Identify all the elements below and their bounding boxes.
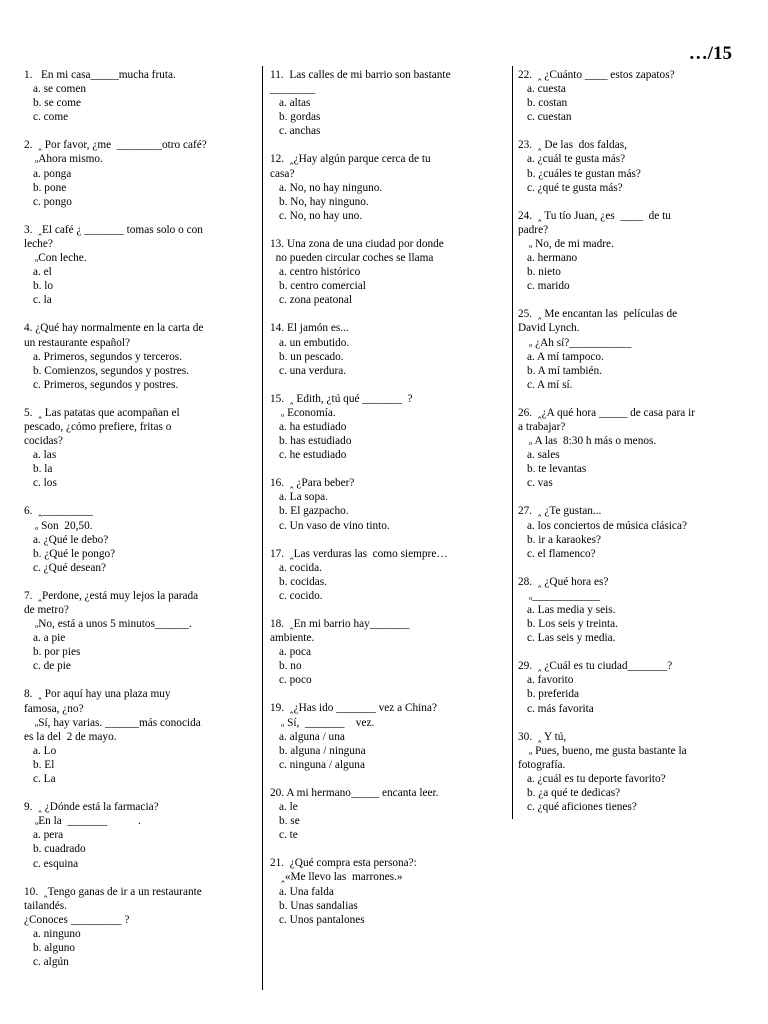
answer-option: c. te (279, 829, 298, 842)
answer-option: a. Primeros, segundos y terceros. (33, 350, 183, 363)
question-text: 14. El jamón es... (270, 322, 349, 335)
answer-option: c. ¿qué aficiones tienes? (527, 801, 637, 814)
answer-option: b. Unas sandalias (279, 899, 358, 912)
question-text-line: ₒCon leche. (35, 252, 87, 265)
answer-option: b. un pescado. (279, 350, 344, 363)
answer-option: c. Unos pantalones (279, 913, 365, 926)
question-text-line: ‸«Me llevo las marrones.» (281, 871, 403, 884)
question-block (518, 209, 746, 294)
answer-option: b. ¿cuáles te gustan más? (527, 167, 641, 180)
question-text-line: ₒ Economía. (281, 406, 336, 419)
answer-option: c. de pie (33, 660, 71, 673)
answer-option: b. ir a karaokes? (527, 533, 602, 546)
score-label: …/15 (688, 43, 732, 64)
answer-option: c. Primeros, segundos y postres. (33, 378, 179, 391)
question-text-line: ₒ ¿Ah sí?___________ (529, 336, 632, 349)
answer-option: c. cuestan (527, 111, 572, 124)
answer-option: b. no (279, 660, 302, 673)
question-text: 15. ‸ Edith, ¿tú qué _______ ? (270, 392, 413, 405)
question-text-line: David Lynch. (518, 322, 580, 335)
question-text: 27. ‸ ¿Te gustan... (518, 505, 602, 518)
question-block (270, 476, 506, 532)
answer-option: b. has estudiado (279, 435, 352, 448)
answer-option: a. ¿cuál es tu deporte favorito? (527, 772, 666, 785)
question-text: 9. ‸ ¿Dónde está la farmacia? (24, 801, 159, 814)
answer-option: a. los conciertos de música clásica? (527, 519, 687, 532)
answer-option: a. alguna / una (279, 730, 345, 743)
answer-option: a. Las media y seis. (527, 604, 616, 616)
answer-option: b. Los seis y treinta. (527, 618, 618, 631)
answer-option: c. esquina (33, 857, 79, 870)
question-text-line: ₒEn la _______ . (35, 815, 141, 828)
question-block (518, 659, 746, 715)
answer-option: c. la (33, 294, 52, 307)
answer-option: a. un embutido. (279, 336, 350, 349)
question-block (24, 68, 258, 124)
answer-option: b. ¿a qué te dedicas? (527, 787, 621, 800)
question-text: 23. ‸ De las dos faldas, (518, 139, 627, 152)
answer-option: c. los (33, 477, 57, 490)
question-block (24, 589, 258, 674)
answer-option: a. ¿Qué le debo? (33, 533, 109, 546)
question-text: 16. ‸ ¿Para beber? (270, 477, 355, 490)
answer-option: b. alguna / ninguna (279, 744, 366, 757)
answer-option: b. pone (33, 181, 67, 194)
answer-option: c. Las seis y media. (527, 632, 616, 645)
answer-option: c. ¿qué te gusta más? (527, 181, 623, 194)
answer-option: a. se comen (33, 83, 87, 96)
question-block (270, 321, 506, 377)
answer-option: c. ¿Qué desean? (33, 561, 107, 574)
question-block (24, 223, 258, 308)
answer-option: b. lo (33, 280, 54, 293)
question-text-line: ₒ A las 8:30 h más o menos. (529, 435, 657, 448)
question-text-line: ambiente. (270, 632, 315, 645)
question-block (24, 321, 258, 391)
question-block (270, 237, 506, 307)
question-text: 3. ‸El café ¿ _______ tomas solo o con (24, 223, 203, 236)
answer-option: b. por pies (33, 646, 81, 659)
column-divider (512, 66, 513, 819)
question-text: 18. ‸En mi barrio hay_______ (270, 618, 410, 630)
answer-option: a. ninguno (33, 927, 81, 940)
answer-option: c. algún (33, 956, 69, 969)
question-text-line: ₒ Son 20,50. (35, 519, 93, 532)
question-text: 10. ‸Tengo ganas de ir a un restaurante (24, 885, 202, 898)
answer-option: a. ponga (33, 167, 72, 180)
answer-option: c. anchas (279, 125, 321, 138)
answer-option: a. las (33, 449, 57, 462)
question-text-line: ¿Conoces _________ ? (24, 913, 130, 926)
answer-option: b. No, hay ninguno. (279, 195, 369, 208)
question-text-line: ₒ Pues, bueno, me gusta bastante la (529, 744, 687, 757)
question-block (518, 307, 746, 392)
question-column-1 (24, 68, 258, 969)
question-text-line: cocidas? (24, 435, 63, 448)
question-block (518, 504, 746, 560)
answer-option: b. se (279, 815, 300, 828)
question-text: 17. ‸Las verduras las como siempre… (270, 547, 448, 560)
question-text: 7. ‸Perdone, ¿está muy lejos la parada (24, 589, 199, 602)
answer-option: b. El (33, 758, 55, 771)
answer-option: a. pera (33, 829, 64, 842)
answer-option: c. A mí sí. (527, 378, 573, 391)
answer-option: c. come (33, 111, 69, 124)
question-block (270, 701, 506, 771)
question-text: 13. Una zona de una ciudad por donde (270, 237, 444, 250)
question-text-line: pescado, ¿cómo prefiere, fritas o (24, 420, 172, 433)
answer-option: b. cocidas. (279, 575, 327, 588)
question-text-line: ₒAhora mismo. (35, 153, 103, 166)
question-block (24, 504, 258, 574)
question-text-line: ₒNo, está a unos 5 minutos______. (35, 618, 192, 631)
question-block (270, 786, 506, 842)
answer-option: a. a pie (33, 632, 66, 645)
question-text: 2. ‸ Por favor, ¿me ________otro café? (24, 139, 207, 152)
question-text: 26. ‸¿A qué hora _____ de casa para ir (518, 406, 695, 419)
question-text: 30. ‸ Y tú, (518, 730, 567, 743)
answer-option: a. le (279, 801, 298, 814)
question-text-line: leche? (24, 237, 53, 250)
question-text: 28. ‸ ¿Qué hora es? (518, 575, 609, 588)
answer-option: b. El gazpacho. (279, 505, 349, 518)
question-text: 25. ‸ Me encantan las películas de (518, 308, 678, 321)
answer-option: b. alguno (33, 941, 76, 954)
question-text-line: fotografía. (518, 758, 566, 771)
question-text-line: famosa, ¿no? (24, 702, 84, 715)
question-text-line: casa? (270, 167, 295, 180)
question-text-line: ₒ No, de mi madre. (529, 237, 614, 250)
answer-option: a. centro histórico (279, 266, 361, 279)
answer-option: b. gordas (279, 111, 321, 124)
answer-option: c. ninguna / alguna (279, 758, 365, 771)
answer-option: a. Una falda (279, 885, 334, 898)
question-block (24, 885, 258, 970)
answer-option: a. altas (279, 97, 311, 110)
question-block (270, 547, 506, 603)
answer-option: b. A mí también. (527, 364, 602, 377)
question-text-line: ₒ____________ (529, 589, 601, 602)
question-block (518, 406, 746, 491)
answer-option: b. la (33, 463, 53, 476)
answer-option: b. costan (527, 97, 568, 110)
answer-option: a. A mí tampoco. (527, 350, 604, 363)
answer-option: c. Un vaso de vino tinto. (279, 519, 390, 532)
answer-option: c. he estudiado (279, 449, 347, 462)
question-column-2 (270, 68, 506, 927)
answer-option: c. una verdura. (279, 364, 347, 377)
question-block (270, 152, 506, 222)
question-text-line: un restaurante español? (24, 336, 131, 349)
answer-option: a. No, no hay ninguno. (279, 181, 383, 194)
question-text-line: es la del 2 de mayo. (24, 730, 117, 743)
question-text: 19. ‸¿Has ido _______ vez a China? (270, 702, 437, 715)
answer-option: c. más favorita (527, 702, 594, 715)
answer-option: b. te levantas (527, 463, 587, 476)
question-block (518, 730, 746, 815)
question-text: 21. ¿Qué compra esta persona?: (270, 857, 417, 870)
question-block (270, 392, 506, 462)
question-text-line: tailandés. (24, 899, 67, 912)
answer-option: c. zona peatonal (279, 294, 353, 307)
question-text: 5. ‸ Las patatas que acompañan el (24, 406, 180, 419)
answer-option: a. el (33, 266, 52, 279)
answer-option: c. el flamenco? (527, 547, 596, 560)
question-text: 24. ‸ Tu tío Juan, ¿es ____ de tu (518, 209, 671, 222)
question-text: 8. ‸ Por aquí hay una plaza muy (24, 688, 171, 701)
answer-option: a. sales (527, 449, 560, 462)
question-text-line: ________ (270, 83, 316, 96)
answer-option: a. cocida. (279, 561, 322, 574)
question-text-line: ₒSí, hay varias. ______más conocida (35, 716, 201, 729)
question-block (518, 575, 746, 645)
question-block (24, 138, 258, 208)
question-text-line: ₒ Sí, _______ vez. (281, 716, 375, 729)
answer-option: c. vas (527, 477, 553, 490)
question-text-line: a trabajar? (518, 420, 566, 433)
answer-option: a. Lo (33, 744, 57, 757)
answer-option: b. ¿Qué le pongo? (33, 547, 116, 560)
answer-option: a. poca (279, 646, 311, 659)
answer-option: b. nieto (527, 266, 561, 279)
answer-option: a. cuesta (527, 83, 566, 96)
question-block (270, 68, 506, 138)
question-text-line: padre? (518, 223, 549, 236)
answer-option: a. La sopa. (279, 491, 328, 504)
answer-option: c. No, no hay uno. (279, 209, 363, 222)
question-text: 1. En mi casa_____mucha fruta. (24, 69, 176, 81)
answer-option: b. se come (33, 97, 81, 110)
question-block (270, 617, 506, 687)
question-text: 4. ¿Qué hay normalmente en la carta de (24, 322, 204, 335)
question-text-line: de metro? (24, 604, 69, 616)
answer-option: c. marido (527, 280, 570, 293)
question-text: 22. ‸ ¿Cuánto ____ estos zapatos? (518, 69, 675, 81)
answer-option: a. favorito (527, 674, 574, 687)
question-column-3 (518, 68, 746, 814)
answer-option: c. poco (279, 674, 312, 687)
question-text: 20. A mi hermano_____ encanta leer. (270, 786, 439, 799)
question-block (24, 406, 258, 491)
answer-option: c. cocido. (279, 589, 323, 602)
question-text: 6. ‸_________ (24, 505, 93, 518)
question-block (270, 856, 506, 926)
question-block (518, 138, 746, 194)
question-block (24, 800, 258, 870)
answer-option: a. hermano (527, 252, 578, 265)
question-text: 29. ‸ ¿Cuál es tu ciudad_______? (518, 660, 673, 673)
answer-option: a. ¿cuál te gusta más? (527, 153, 626, 166)
column-divider (262, 66, 263, 990)
answer-option: b. preferida (527, 688, 580, 701)
answer-option: b. cuadrado (33, 843, 86, 856)
question-text: 11. Las calles de mi barrio son bastante (270, 69, 451, 81)
question-block (518, 68, 746, 124)
answer-option: b. Comienzos, segundos y postres. (33, 364, 189, 377)
question-text: 12. ‸¿Hay algún parque cerca de tu (270, 153, 431, 166)
question-block (24, 687, 258, 786)
question-text-line: no pueden circular coches se llama (270, 252, 434, 265)
answer-option: a. ha estudiado (279, 420, 347, 433)
answer-option: b. centro comercial (279, 280, 366, 293)
answer-option: c. La (33, 773, 56, 786)
answer-option: c. pongo (33, 195, 72, 208)
